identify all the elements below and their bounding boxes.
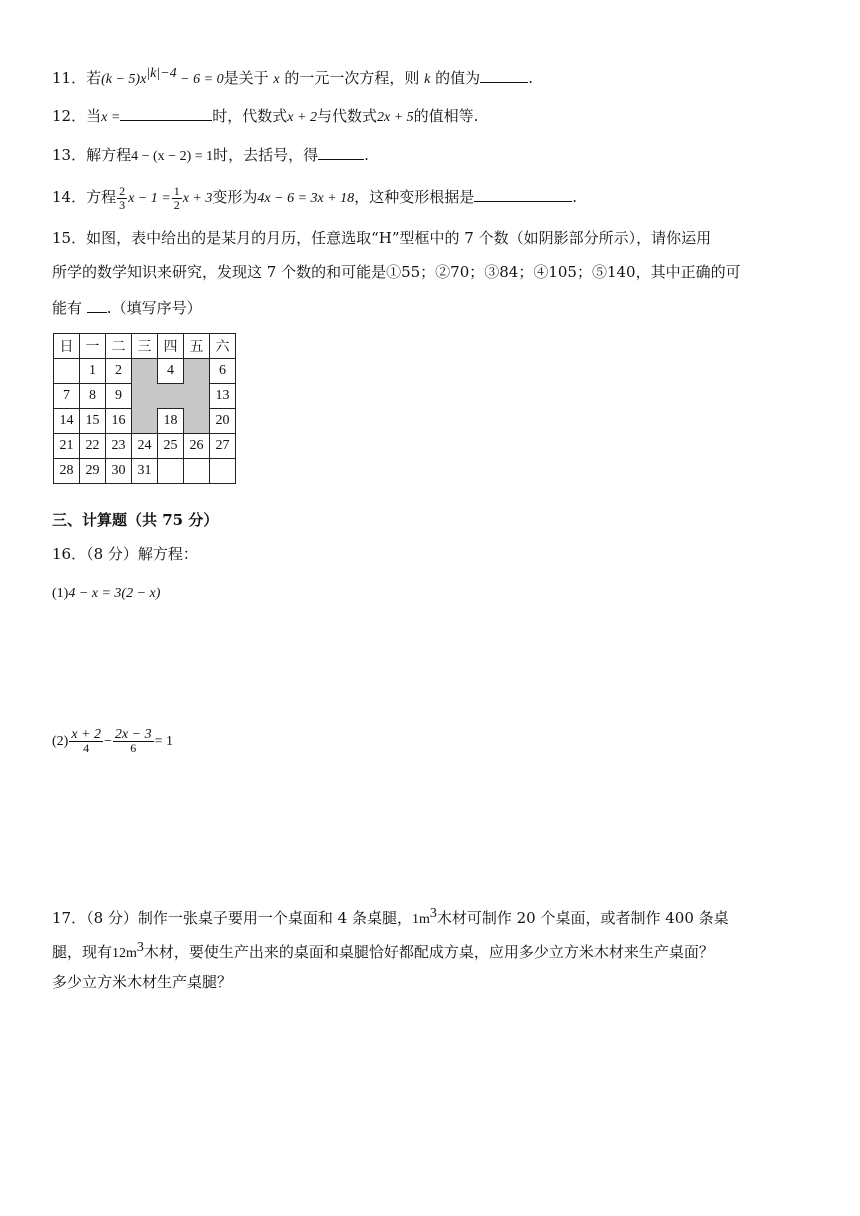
calendar-cell: 6	[210, 359, 236, 384]
q17-text-a: 17．（8 分）制作一张桌子要用一个桌面和 4 条桌腿，	[52, 909, 412, 927]
q16-p2-label: (2)	[52, 734, 69, 749]
calendar-cell: 26	[184, 434, 210, 459]
q12-answer-blank[interactable]	[120, 104, 212, 121]
q11-mid2: 的一元一次方程，则	[284, 69, 420, 87]
q14-number: 14．	[52, 188, 87, 206]
q16-equals: = 1	[154, 734, 173, 749]
q11-expr-a: (k − 5)x	[101, 72, 147, 87]
q16-p1-expr: 4 − x = 3(2 − x)	[68, 586, 161, 601]
q17-line-3: 多少立方米木材生产桌腿？	[52, 973, 233, 991]
q11-text: 若	[86, 69, 102, 87]
calendar-cell: 13	[210, 384, 236, 409]
q15-text: 能有	[52, 299, 83, 317]
calendar-cell	[184, 459, 210, 484]
q13-dot: .	[364, 146, 369, 164]
q16-heading: 16．（8 分）解方程：	[52, 545, 198, 563]
q14-f1-numerator: 2	[119, 183, 126, 198]
q15-answer-blank[interactable]	[87, 296, 107, 313]
calendar-cell: 16	[106, 409, 132, 434]
calendar-table	[53, 333, 236, 484]
q11-dot: .	[528, 69, 533, 87]
calendar-cell	[210, 459, 236, 484]
q16-fraction-2	[113, 728, 154, 755]
calendar-cell: 27	[210, 434, 236, 459]
calendar-cell-shaded	[132, 384, 158, 409]
q16-part-2	[52, 722, 173, 760]
q14-fraction-2	[172, 185, 182, 212]
question-12	[52, 104, 478, 128]
q11-number: 11．	[52, 69, 87, 87]
q11-mid: 是关于	[223, 69, 269, 87]
calendar-header: 二	[106, 334, 132, 359]
q12-end: 的值相等.	[413, 107, 479, 125]
calendar-row	[54, 459, 236, 484]
calendar-cell: 2	[106, 359, 132, 384]
calendar-cell: 29	[80, 459, 106, 484]
calendar-cell: 7	[54, 384, 80, 409]
calendar-cell-shaded	[184, 359, 210, 384]
calendar-cell: 28	[54, 459, 80, 484]
q12-mid: 时，代数式	[212, 107, 288, 125]
q17-line-2	[52, 938, 714, 964]
q11-var-k: k	[424, 72, 431, 87]
calendar-row	[54, 384, 236, 409]
q16-f1-denominator: 4	[83, 740, 90, 755]
calendar-header-row	[54, 334, 236, 359]
calendar-cell-shaded	[132, 409, 158, 434]
question-11	[52, 64, 533, 90]
q12-expr1: x + 2	[287, 110, 317, 125]
q12-number: 12．	[52, 107, 87, 125]
q12-expr2: 2x + 5	[376, 110, 414, 125]
calendar-cell-shaded	[158, 384, 184, 409]
q14-answer-blank[interactable]	[474, 185, 572, 202]
calendar-cell: 23	[106, 434, 132, 459]
calendar-cell	[54, 359, 80, 384]
question-14	[52, 180, 577, 216]
q12-expr-x: x =	[101, 110, 121, 125]
calendar-row	[54, 434, 236, 459]
q13-number: 13．	[52, 146, 87, 164]
calendar-cell: 24	[132, 434, 158, 459]
q17-line-1	[52, 904, 729, 930]
calendar-cell: 1	[80, 359, 106, 384]
calendar-cell: 8	[80, 384, 106, 409]
q14-f1-denominator: 3	[119, 197, 126, 212]
q11-expr-b: − 6 = 0	[176, 72, 224, 87]
calendar-cell-shaded	[184, 409, 210, 434]
q13-answer-blank[interactable]	[318, 143, 364, 160]
q14-dot: .	[572, 188, 577, 206]
q14-fraction-1	[117, 185, 127, 212]
calendar-header: 四	[158, 334, 184, 359]
calendar-row	[54, 359, 236, 384]
q14-text: 方程	[86, 188, 117, 206]
calendar-cell: 15	[80, 409, 106, 434]
q14-expr1: x − 1 =	[128, 191, 171, 206]
calendar-cell: 4	[158, 359, 184, 384]
q17-unit-1: 1m	[411, 912, 430, 927]
calendar-header: 五	[184, 334, 210, 359]
calendar-cell: 22	[80, 434, 106, 459]
calendar-cell	[158, 459, 184, 484]
q17-text-b: 木材可制作 20 个桌面，或者制作 400 条桌	[436, 909, 729, 927]
calendar-cell: 14	[54, 409, 80, 434]
q13-expr: 4 − (x − 2) = 1	[131, 149, 214, 164]
q16-f1-numerator: x + 2	[71, 726, 101, 742]
q11-var-x: x	[273, 72, 280, 87]
q17-text-d: 木材，要使生产出来的桌面和桌腿恰好都配成方桌，应用多少立方米木材来生产桌面？	[143, 943, 714, 961]
question-13	[52, 143, 369, 167]
q14-f2-numerator: 1	[173, 183, 180, 198]
q16-minus: −	[104, 734, 112, 749]
q14-end: ，这种变形根据是	[354, 188, 475, 206]
calendar-cell: 18	[158, 409, 184, 434]
calendar-row	[54, 409, 236, 434]
q16-p1-label: (1)	[52, 586, 69, 601]
q14-mid: 变形为	[212, 188, 258, 206]
calendar-header: 六	[210, 334, 236, 359]
q14-expr2: x + 3	[182, 191, 213, 206]
calendar-cell: 20	[210, 409, 236, 434]
calendar-cell: 9	[106, 384, 132, 409]
q12-text: 当	[86, 107, 102, 125]
calendar-cell: 21	[54, 434, 80, 459]
calendar-header: 日	[54, 334, 80, 359]
q15-line-3	[52, 296, 202, 318]
q16-f2-numerator: 2x − 3	[114, 726, 152, 742]
q17-unit-2: 12m	[112, 946, 137, 961]
q15-line-2: 所学的数学知识来研究，发现这 7 个数的和可能是①55；②70；③84；④105；⑤140，其中正确的可	[52, 263, 741, 281]
q14-f2-denominator: 2	[173, 197, 180, 212]
q16-part-1	[52, 582, 160, 604]
calendar-header: 一	[80, 334, 106, 359]
section-title: 三、计算题（共 75 分）	[52, 511, 219, 529]
calendar-cell-shaded	[132, 359, 158, 384]
q16-f2-denominator: 6	[130, 740, 137, 755]
q12-mid2: 与代数式	[316, 107, 377, 125]
q17-unit-1-exp: 3	[429, 906, 437, 921]
q17-text-c: 腿，现有	[52, 943, 113, 961]
q15-line-1: 15．如图，表中给出的是某月的月历，任意选取“H”型框中的 7 个数（如阴影部分所示），请你运用	[52, 229, 712, 247]
q16-fraction-1	[69, 728, 103, 755]
q11-answer-blank[interactable]	[480, 66, 528, 83]
q14-expr3: 4x − 6 = 3x + 18	[257, 191, 355, 206]
calendar-cell: 30	[106, 459, 132, 484]
q17-unit-2-exp: 3	[136, 940, 144, 955]
q11-exponent: |k|−4	[146, 66, 177, 81]
calendar-cell: 31	[132, 459, 158, 484]
q11-end: 的值为	[435, 69, 481, 87]
calendar-cell-shaded	[184, 384, 210, 409]
calendar-cell: 25	[158, 434, 184, 459]
q13-text: 解方程	[86, 146, 132, 164]
q13-mid: 时，去括号，得	[213, 146, 319, 164]
q15-end: .（填写序号）	[106, 299, 202, 317]
calendar-header: 三	[132, 334, 158, 359]
